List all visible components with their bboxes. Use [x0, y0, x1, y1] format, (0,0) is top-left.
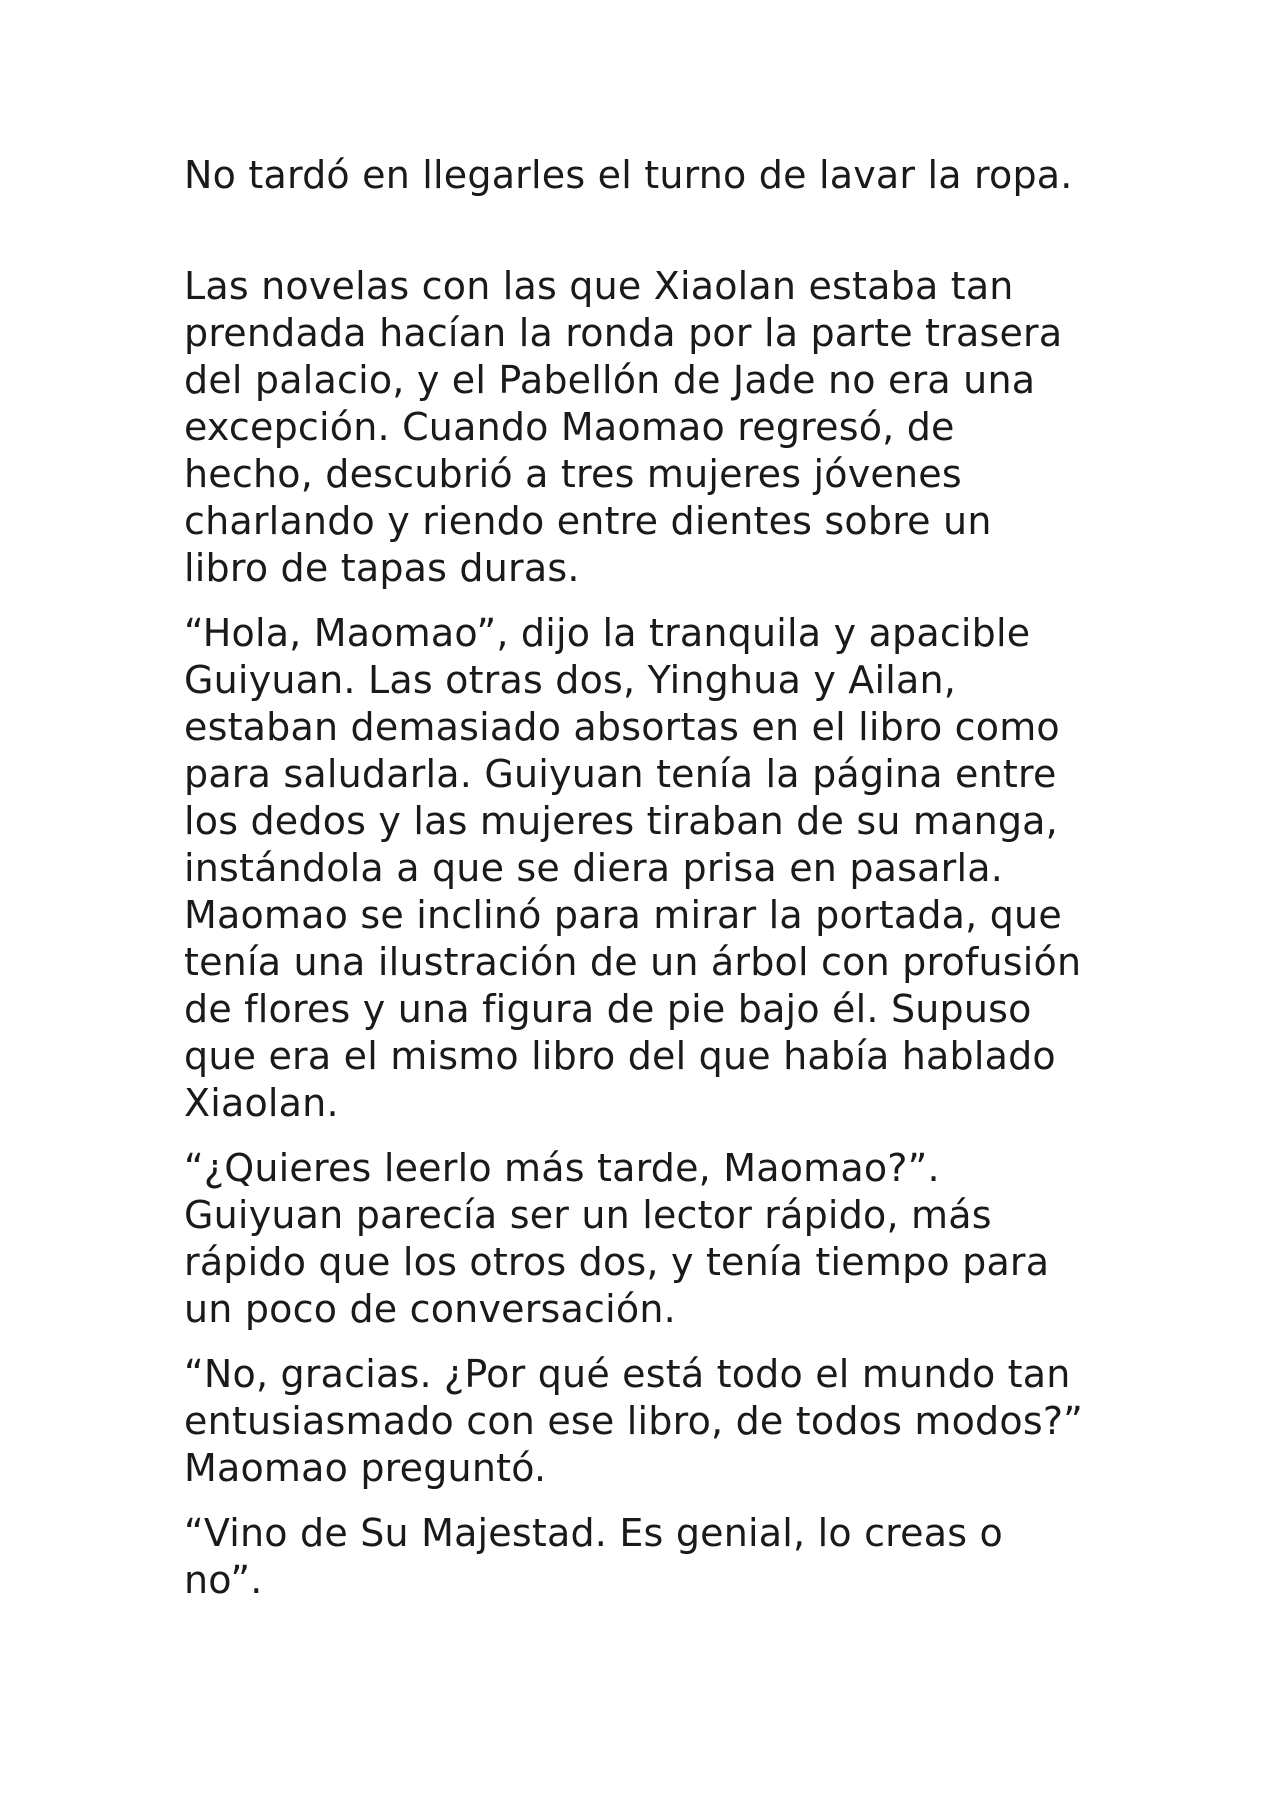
paragraph: No tardó en llegarles el turno de lavar la ropa.: [184, 153, 1073, 197]
paragraph: “No, gracias. ¿Por qué está todo el mundo tan entusiasmado con ese libro, de todos modos?” Maomao preguntó.: [184, 1352, 1084, 1490]
body-text: [184, 152, 1114, 1622]
paragraph: Las novelas con las que Xiaolan estaba tan prendada hacían la ronda por la parte trasera del palacio, y el Pabellón de Jade no era una excepción. Cuando Maomao regresó, de hecho, descubrió a tres mujeres jóvenes charlando y riendo entre dientes sobre un libro de tapas duras.: [184, 264, 1063, 590]
paragraph: “Vino de Su Majestad. Es genial, lo creas o no”.: [184, 1511, 1003, 1602]
paragraph: “¿Quieres leerlo más tarde, Maomao?”. Guiyuan parecía ser un lector rápido, más rápido que los otros dos, y tenía tiempo para un poco de conversación.: [184, 1146, 1050, 1331]
paragraph: “Hola, Maomao”, dijo la tranquila y apacible Guiyuan. Las otras dos, Yinghua y Ailan, estaban demasiado absortas en el libro como para saludarla. Guiyuan tenía la página entre los dedos y las mujeres tiraban de su manga, instándola a que se diera prisa en pasarla. Maomao se inclinó para mirar la portada, que tenía una ilustración de un árbol con profusión de flores y una figura de pie bajo él. Supuso que era el mismo libro del que había hablado Xiaolan.: [184, 611, 1082, 1125]
